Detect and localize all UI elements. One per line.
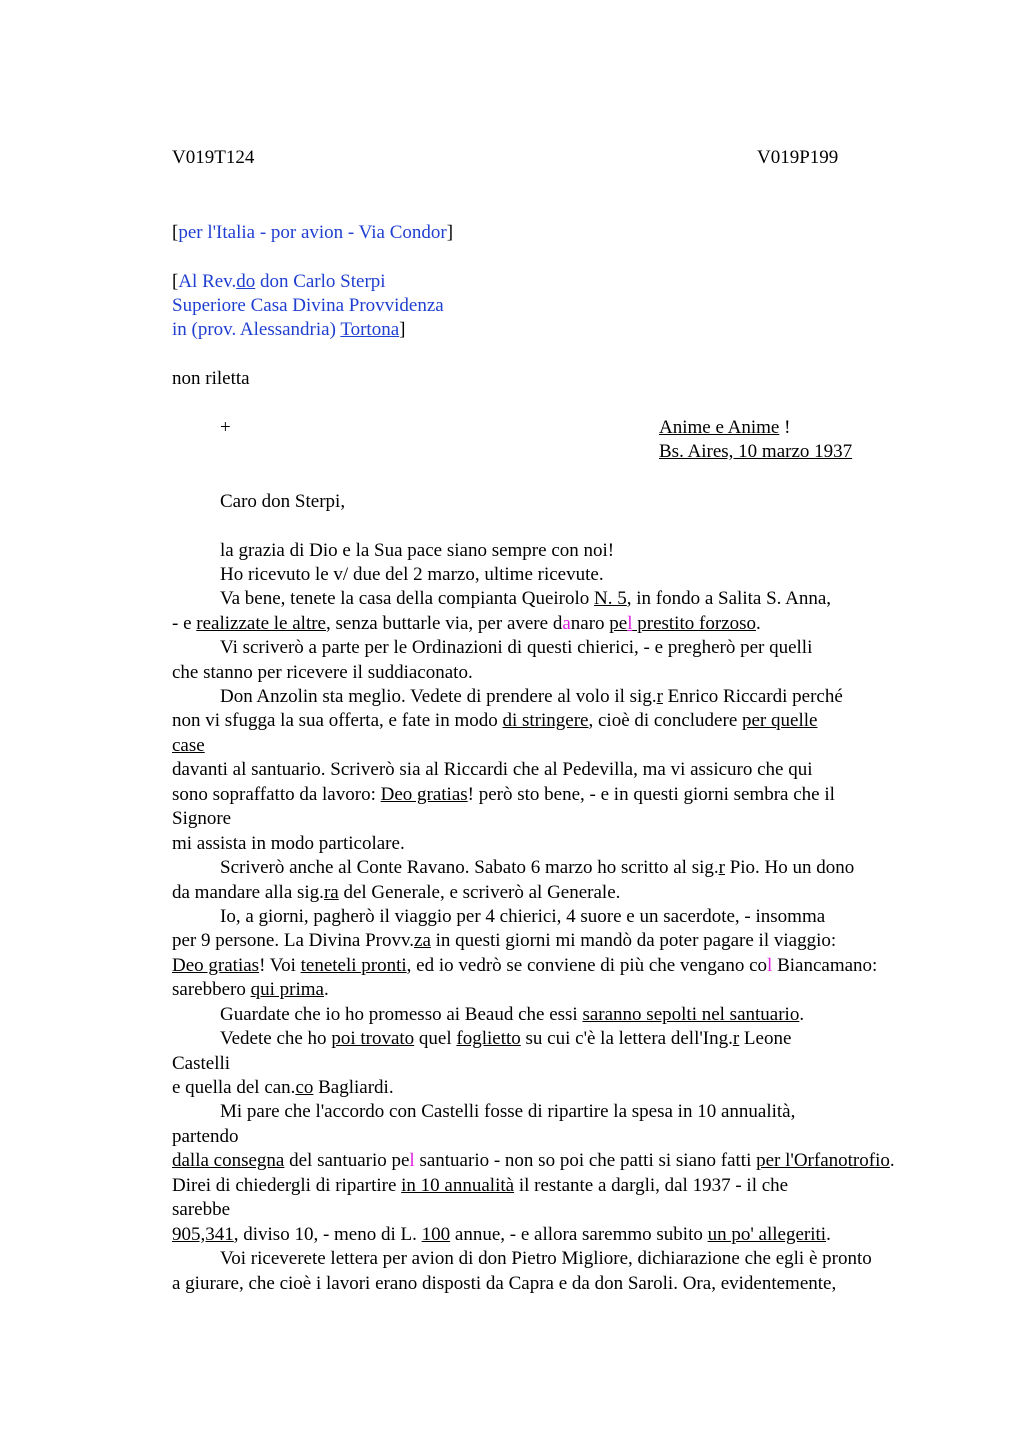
address-line-1: [Al Rev.do don Carlo Sterpi — [172, 271, 386, 292]
motto: Anime e Anime ! — [659, 417, 791, 438]
body-line: per 9 persone. La Divina Provv.za in questi giorni mi mandò da poter pagare il viaggio: — [172, 930, 837, 951]
body-line: Guardate che io ho promesso ai Beaud che essi saranno sepolti nel santuario. — [220, 1004, 805, 1025]
body-line: 905,341, diviso 10, - meno di L. 100 annue, - e allora saremmo subito un po' allegeriti. — [172, 1224, 831, 1245]
body-line: sono sopraffatto da lavoro: Deo gratias! però sto bene, - e in questi giorni sembra che il — [172, 784, 835, 805]
body-line: partendo — [172, 1126, 239, 1147]
envelope-route: [per l'Italia - por avion - Via Condor] — [172, 222, 454, 243]
body-line: Deo gratias! Voi teneteli pronti, ed io vedrò se conviene di più che vengano col Biancamano: — [172, 955, 878, 976]
body-line: che stanno per ricevere il suddiaconato. — [172, 662, 473, 683]
cross-mark: + — [220, 417, 231, 438]
document-code-right: V019P199 — [757, 147, 839, 168]
body-line: Va bene, tenete la casa della compianta Queirolo N. 5, in fondo a Salita S. Anna, — [220, 588, 831, 609]
body-line: dalla consegna del santuario pel santuario - non so poi che patti si siano fatti per l'Orfanotrofio. — [172, 1150, 895, 1171]
body-line: Scriverò anche al Conte Ravano. Sabato 6 marzo ho scritto al sig.r Pio. Ho un dono — [220, 857, 855, 878]
body-line: non vi sfugga la sua offerta, e fate in modo di stringere, cioè di concludere per quelle — [172, 710, 818, 731]
body-line: sarebbe — [172, 1199, 231, 1220]
body-line: Mi pare che l'accordo con Castelli fosse di ripartire la spesa in 10 annualità, — [220, 1101, 796, 1122]
unreviewed-note: non riletta — [172, 368, 250, 389]
body-line: Don Anzolin sta meglio. Vedete di prendere al volo il sig.r Enrico Riccardi perché — [220, 686, 843, 707]
body-line: da mandare alla sig.ra del Generale, e scriverò al Generale. — [172, 882, 621, 903]
body-line: sarebbero qui prima. — [172, 979, 329, 1000]
body-line: la grazia di Dio e la Sua pace siano sempre con noi! — [220, 540, 615, 561]
body-line: Direi di chiedergli di ripartire in 10 annualità il restante a dargli, dal 1937 - il che — [172, 1175, 789, 1196]
body-line: davanti al santuario. Scriverò sia al Riccardi che al Pedevilla, ma vi assicuro che qui — [172, 759, 813, 780]
place-date: Bs. Aires, 10 marzo 1937 — [659, 441, 853, 462]
body-line: Voi riceverete lettera per avion di don Pietro Migliore, dichiarazione che egli è pronto — [220, 1248, 872, 1269]
body-line: Ho ricevuto le v/ due del 2 marzo, ultime ricevute. — [220, 564, 604, 585]
body-line: Castelli — [172, 1053, 231, 1074]
salutation: Caro don Sterpi, — [220, 491, 346, 512]
body-line: Vi scriverò a parte per le Ordinazioni di questi chierici, - e pregherò per quelli — [220, 637, 813, 658]
address-line-2: Superiore Casa Divina Provvidenza — [172, 295, 444, 316]
body-line: mi assista in modo particolare. — [172, 833, 405, 854]
body-line: Signore — [172, 808, 232, 829]
body-line: Vedete che ho poi trovato quel foglietto su cui c'è la lettera dell'Ing.r Leone — [220, 1028, 792, 1049]
body-line: e quella del can.co Bagliardi. — [172, 1077, 394, 1098]
body-line: case — [172, 735, 205, 756]
body-line: a giurare, che cioè i lavori erano disposti da Capra e da don Saroli. Ora, evidentemente, — [172, 1273, 837, 1294]
address-line-3: in (prov. Alessandria) Tortona] — [172, 319, 406, 340]
document-code-left: V019T124 — [172, 147, 255, 168]
body-line: Io, a giorni, pagherò il viaggio per 4 chierici, 4 suore e un sacerdote, - insomma — [220, 906, 826, 927]
body-line: - e realizzate le altre, senza buttarle via, per avere danaro pel prestito forzoso. — [172, 613, 761, 634]
